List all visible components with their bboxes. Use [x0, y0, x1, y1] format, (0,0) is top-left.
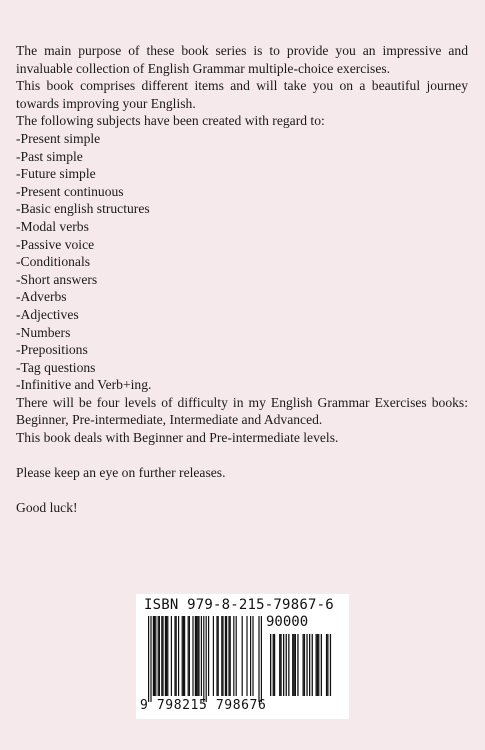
spacer: [16, 447, 468, 465]
subject-item: -Adverbs: [16, 289, 67, 305]
subjects-list: [16, 130, 468, 394]
spacer: [16, 482, 468, 500]
good-luck-note: Good luck!: [16, 500, 78, 516]
subject-item: -Present continuous: [16, 183, 124, 199]
intro-paragraph-1: The main purpose of these book series is to provide you an impressive and invaluable collection of English Grammar multiple-choice exercises.: [16, 43, 468, 76]
subject-item: -Infinitive and Verb+ing.: [16, 377, 152, 393]
price-code: 90000: [266, 614, 309, 630]
subject-item: -Numbers: [16, 324, 71, 340]
subject-item: -Modal verbs: [16, 218, 89, 234]
subject-item: -Past simple: [16, 148, 83, 164]
levels-paragraph-2: This book deals with Beginner and Pre-intermediate levels.: [16, 430, 339, 446]
subject-item: -Present simple: [16, 130, 101, 146]
intro-paragraph-2: This book comprises different items and will take you on a beautiful journey towards improving your English.: [16, 78, 468, 111]
releases-note: Please keep an eye on further releases.: [16, 465, 226, 481]
subject-item: -Passive voice: [16, 236, 95, 252]
subject-item: -Future simple: [16, 166, 96, 182]
subject-item: -Adjectives: [16, 306, 79, 322]
levels-paragraph-1: There will be four levels of difficulty in my English Grammar Exercises books: Beginner, Pre-intermediate, Intermediate and Advanced.: [16, 394, 468, 428]
intro-paragraph-3: The following subjects have been created with regard to:: [16, 113, 325, 129]
description-text: [16, 42, 468, 517]
subject-item: -Basic english structures: [16, 201, 150, 217]
subject-item: -Tag questions: [16, 359, 96, 375]
subject-item: -Prepositions: [16, 342, 88, 358]
subject-item: -Conditionals: [16, 254, 91, 270]
subject-item: -Short answers: [16, 271, 98, 287]
isbn-barcode: [136, 594, 349, 719]
barcode-digits: 9 798215 798676: [140, 698, 267, 713]
isbn-text: ISBN 979-8-215-79867-6: [144, 597, 334, 613]
